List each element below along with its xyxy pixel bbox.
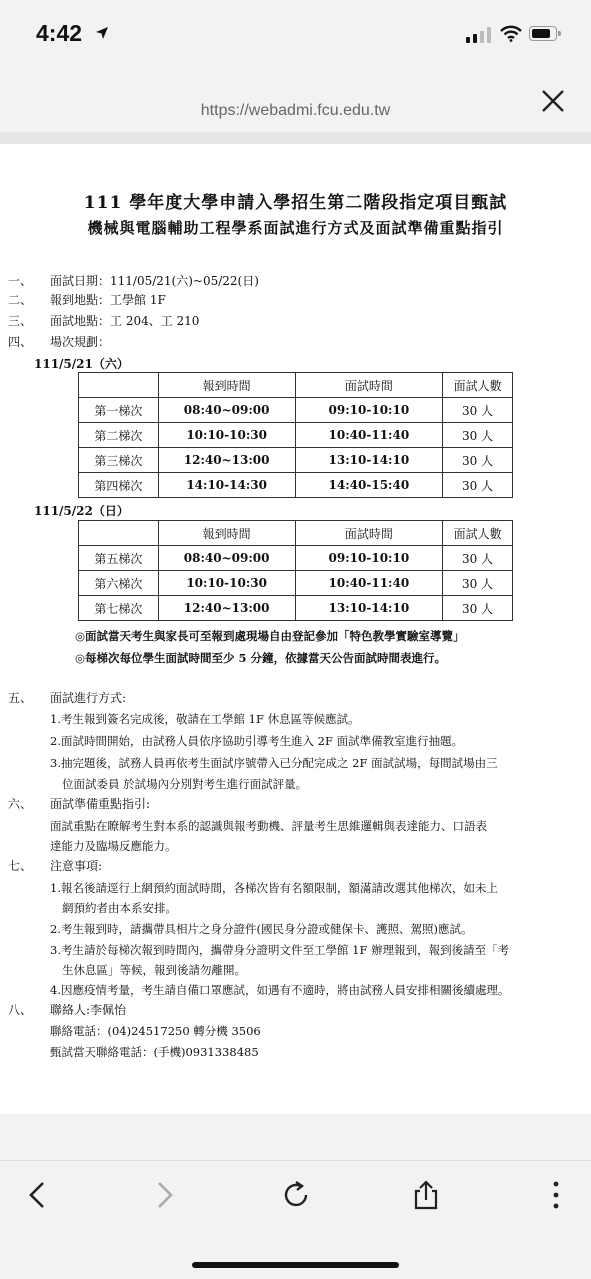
section-2: 二、 報到地點：工學館 1F — [8, 293, 166, 307]
section-7-line: 生休息區」等候，報到後請勿離開。 — [62, 963, 246, 977]
table-row: 第四梯次 14:10-14:30 14:40-15:40 30 人 — [79, 473, 513, 498]
table-row: 第一梯次 08:40~09:00 09:10-10:10 30 人 — [79, 398, 513, 423]
section-5-line: 2.面試時間開始，由試務人員依序協助引導考生進入 2F 面試準備教室進行抽題。 — [50, 734, 464, 748]
table-row: 第五梯次 08:40~09:00 09:10-10:10 30 人 — [79, 546, 513, 571]
header-interview-time: 面試時間 — [295, 521, 443, 546]
header-count: 面試人數 — [443, 521, 513, 546]
document-top-divider — [0, 132, 591, 144]
section-6-line: 達能力及臨場反應能力。 — [50, 839, 177, 853]
section-6: 六、 面試準備重點指引: — [8, 797, 151, 811]
table-row: 第七梯次 12:40~13:00 13:10-14:10 30 人 — [79, 596, 513, 621]
back-icon[interactable] — [22, 1179, 54, 1211]
section-7-line: 4.因應疫情考量，考生請自備口罩應試，如遇有不適時，將由試務人員安排相關後續處理。 — [50, 983, 510, 997]
contact-mobile: 甄試當天聯絡電話：(手機)0931338485 — [50, 1045, 259, 1059]
wifi-icon — [500, 25, 522, 42]
day2-date: 111/5/22（日） — [34, 504, 129, 518]
forward-icon[interactable] — [148, 1179, 180, 1211]
doc-subtitle: 機械與電腦輔助工程學系面試進行方式及面試準備重點指引 — [87, 219, 504, 237]
pdf-document — [0, 144, 591, 1114]
header-checkin-time: 報到時間 — [158, 373, 295, 398]
section-5-line: 1.考生報到簽名完成後，敬請在工學館 1F 休息區等候應試。 — [50, 712, 360, 726]
url-text[interactable]: https://webadmi.fcu.edu.tw — [200, 102, 391, 119]
table-row: 第三梯次 12:40~13:00 13:10-14:10 30 人 — [79, 448, 513, 473]
section-7-line: 3.考生請於每梯次報到時間內，攜帶身分證明文件至工學館 1F 辦理報到，報到後請至「考 — [50, 943, 510, 957]
header-interview-time: 面試時間 — [295, 373, 443, 398]
reload-icon[interactable] — [280, 1179, 312, 1211]
section-5: 五、 面試進行方式: — [8, 691, 127, 705]
home-indicator — [192, 1262, 399, 1268]
status-time: 4:42 — [36, 20, 83, 46]
section-6-line: 面試重點在瞭解考生對本系的認識與報考動機、評量考生思維邏輯與表達能力、口語表 — [50, 819, 487, 833]
table-header-row — [79, 521, 513, 546]
section-4: 四、 場次規劃： — [8, 335, 111, 349]
cellular-signal-icon — [466, 27, 494, 43]
section-5-line: 位面試委員 於試場內分別對考生進行面試評量。 — [62, 777, 308, 791]
contact-phone: 聯絡電話：(04)24517250 轉分機 3506 — [50, 1024, 261, 1038]
header-checkin-time: 報到時間 — [158, 521, 295, 546]
table-row: 第六梯次 10:10-10:30 10:40-11:40 30 人 — [79, 571, 513, 596]
doc-title: 111 學年度大學申請入學招生第二階段指定項目甄試 — [83, 193, 508, 213]
status-bar — [0, 0, 591, 70]
day2-schedule-table — [78, 520, 513, 621]
table-header-row — [79, 373, 513, 398]
share-icon[interactable] — [410, 1179, 442, 1211]
close-icon[interactable] — [540, 88, 566, 114]
table-row: 第二梯次 10:10-10:30 10:40-11:40 30 人 — [79, 423, 513, 448]
note-lab-tour: ◎面試當天考生與家長可至報到處現場自由登記參加「特色教學實驗室導覽」 — [75, 629, 465, 643]
day1-date: 111/5/21（六） — [34, 357, 129, 371]
more-options-icon[interactable] — [540, 1179, 572, 1211]
section-5-line: 3.抽完題後，試務人員再依考生面試序號帶入已分配完成之 2F 面試試場，每間試場由三 — [50, 756, 498, 770]
day1-schedule-table — [78, 372, 513, 498]
section-7-line: 網預約者由本系安排。 — [62, 901, 177, 915]
section-3: 三、 面試地點：工 204、工 210 — [8, 314, 200, 328]
note-interview-duration: ◎每梯次每位學生面試時間至少 5 分鐘，依據當天公告面試時間表進行。 — [75, 651, 447, 665]
section-8: 八、 聯絡人:李佩怡 — [8, 1003, 127, 1017]
battery-icon — [529, 26, 557, 41]
location-arrow-icon — [95, 26, 109, 40]
section-1: 一、 面試日期：111/05/21(六)~05/22(日) — [8, 274, 259, 288]
url-bar — [0, 70, 591, 132]
header-count: 面試人數 — [443, 373, 513, 398]
section-7: 七、 注意事項: — [8, 859, 103, 873]
section-7-line: 2.考生報到時，請攜帶具相片之身分證件(國民身分證或健保卡、護照、駕照)應試。 — [50, 922, 473, 936]
section-7-line: 1.報名後請逕行上網預約面試時間，各梯次皆有名額限制，額滿請改選其他梯次，如未上 — [50, 881, 498, 895]
